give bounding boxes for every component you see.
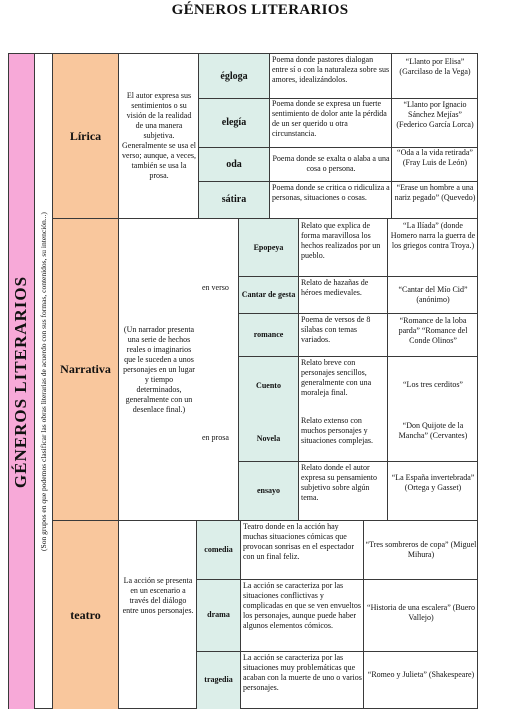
subgenre-definition: Poema donde se exalta o alaba a una cosa o persona. [272, 154, 390, 173]
subgenre-example: “Romance de la loba parda” “Romance del Conde Olinos” [398, 316, 468, 345]
subgenre-example: “La España invertebrada” (Ortega y Gasset) [391, 473, 475, 492]
subgenre-name: sátira [221, 194, 247, 205]
page-title: GÉNEROS LITERARIOS [171, 2, 349, 18]
subgenre-name: Novela [256, 433, 281, 443]
subgenre-example: “Oda a la vida retirada” (Fray Luis de León) [397, 148, 473, 167]
subgenre-definition: Poema donde pastores dialogan entre sí o con la naturaleza sobre sus amores, idealizándolos. [272, 55, 390, 84]
subgenre-name: tragedia [204, 675, 233, 684]
narrativa-description: (Un narrador presenta una serie de hechos reales o imaginarios que le suceden a unos personajes en un lugar y tiempo determinados, generalmente con un desenlace final.) [123, 324, 195, 414]
subgenre-definition: La acción se caracteriza por las situaciones conflictivas y complicadas en que se ven envueltos los personajes, aunque puede haber algunos elementos cómicos. [243, 581, 361, 630]
subgenre-example: “Llanto por Elisa” (Garcilaso de la Vega) [399, 57, 471, 76]
subgenre-example: “Historia de una escalera” (Buero Vallejo) [367, 603, 475, 622]
subgenre-name: égloga [220, 70, 248, 82]
subgenre-example: “Llanto por Ignacio Sánchez Mejías” (Federico García Lorca) [396, 100, 474, 129]
subgenre-definition: Poema donde se critica o ridiculiza a personas, situaciones o cosas. [272, 183, 390, 202]
subgenre-definition: Relato breve con personajes sencillos, generalmente con una moraleja final. [301, 358, 372, 397]
subgenre-name: comedia [204, 545, 233, 554]
subgenre-definition: Poema donde se expresa un fuerte sentimiento de dolor ante la pérdida de un ser querido u otra circunstancia. [272, 99, 387, 138]
subgenre-example: “Los tres cerditos” [403, 380, 463, 389]
subgenre-example: “Cantar del Mío Cid” (anónimo) [398, 284, 468, 304]
subgenre-definition: Relato de hazañas de héroes medievales. [301, 278, 369, 297]
subgenre-definition: Relato donde el autor expresa su pensamiento subjetivo sobre algún tema. [301, 463, 377, 502]
genre-lirica: Lírica [69, 128, 102, 143]
subgenre-definition: La acción se caracteriza por las situaciones muy problemáticas que acaban con la muerte de uno o varios personajes. [243, 653, 362, 692]
subgenre-name: Epopeya [253, 242, 284, 252]
subgenre-example: “Romeo y Julieta” (Shakespeare) [367, 670, 475, 679]
subgenre-definition: Relato extenso con muchos personajes y situaciones complejas. [301, 416, 373, 445]
side-definition: (Son grupos en que podemos clasificar las obras literarias de acuerdo con sus formas, contenidos, su intención...) [38, 212, 48, 551]
side-heading: GÉNEROS LITERARIOS [11, 275, 31, 488]
subgenre-name: Cantar de gesta [241, 289, 296, 299]
subgenre-definition: Teatro donde en la acción hay muchas situaciones cómicas que provocan sonrisas en el espectador con un final feliz. [243, 522, 355, 561]
subgenre-name: oda [226, 158, 242, 170]
genre-teatro: teatro [70, 607, 101, 622]
subgenre-name: ensayo [256, 485, 281, 495]
verso-label: en verso [202, 283, 229, 292]
subgenre-name: romance [253, 329, 284, 339]
subgenre-name: drama [207, 610, 230, 619]
subgenre-example: “La Ilíada” (donde Homero narra la guerra de los griegos contra Troya.) [390, 221, 476, 250]
subgenre-definition: Poema de versos de 8 sílabas con temas variados. [301, 315, 371, 344]
subgenre-example: “Don Quijote de la Mancha” (Cervantes) [398, 421, 468, 440]
subgenre-name: elegía [221, 117, 247, 128]
subgenre-example: “Tres sombreros de copa” (Miguel Mihura) [365, 540, 477, 559]
subgenre-name: Cuento [256, 381, 281, 390]
subgenre-definition: Relato que explica de forma maravillosa los hechos realizados por un pueblo. [301, 221, 381, 260]
teatro-description: La acción se presenta en un escenario a través del diálogo entre unos personajes. [122, 576, 194, 615]
subgenre-example: “Erase un hombre a una nariz pegado” (Quevedo) [394, 183, 476, 202]
genre-narrativa: Narrativa [60, 362, 111, 376]
prosa-label: en prosa [202, 433, 229, 442]
lirica-description: El autor expresa sus sentimientos o su visión de la realidad de una manera subjetiva. Generalmente se usa el verso; aunque, a veces, también se usa la prosa. [122, 91, 196, 180]
